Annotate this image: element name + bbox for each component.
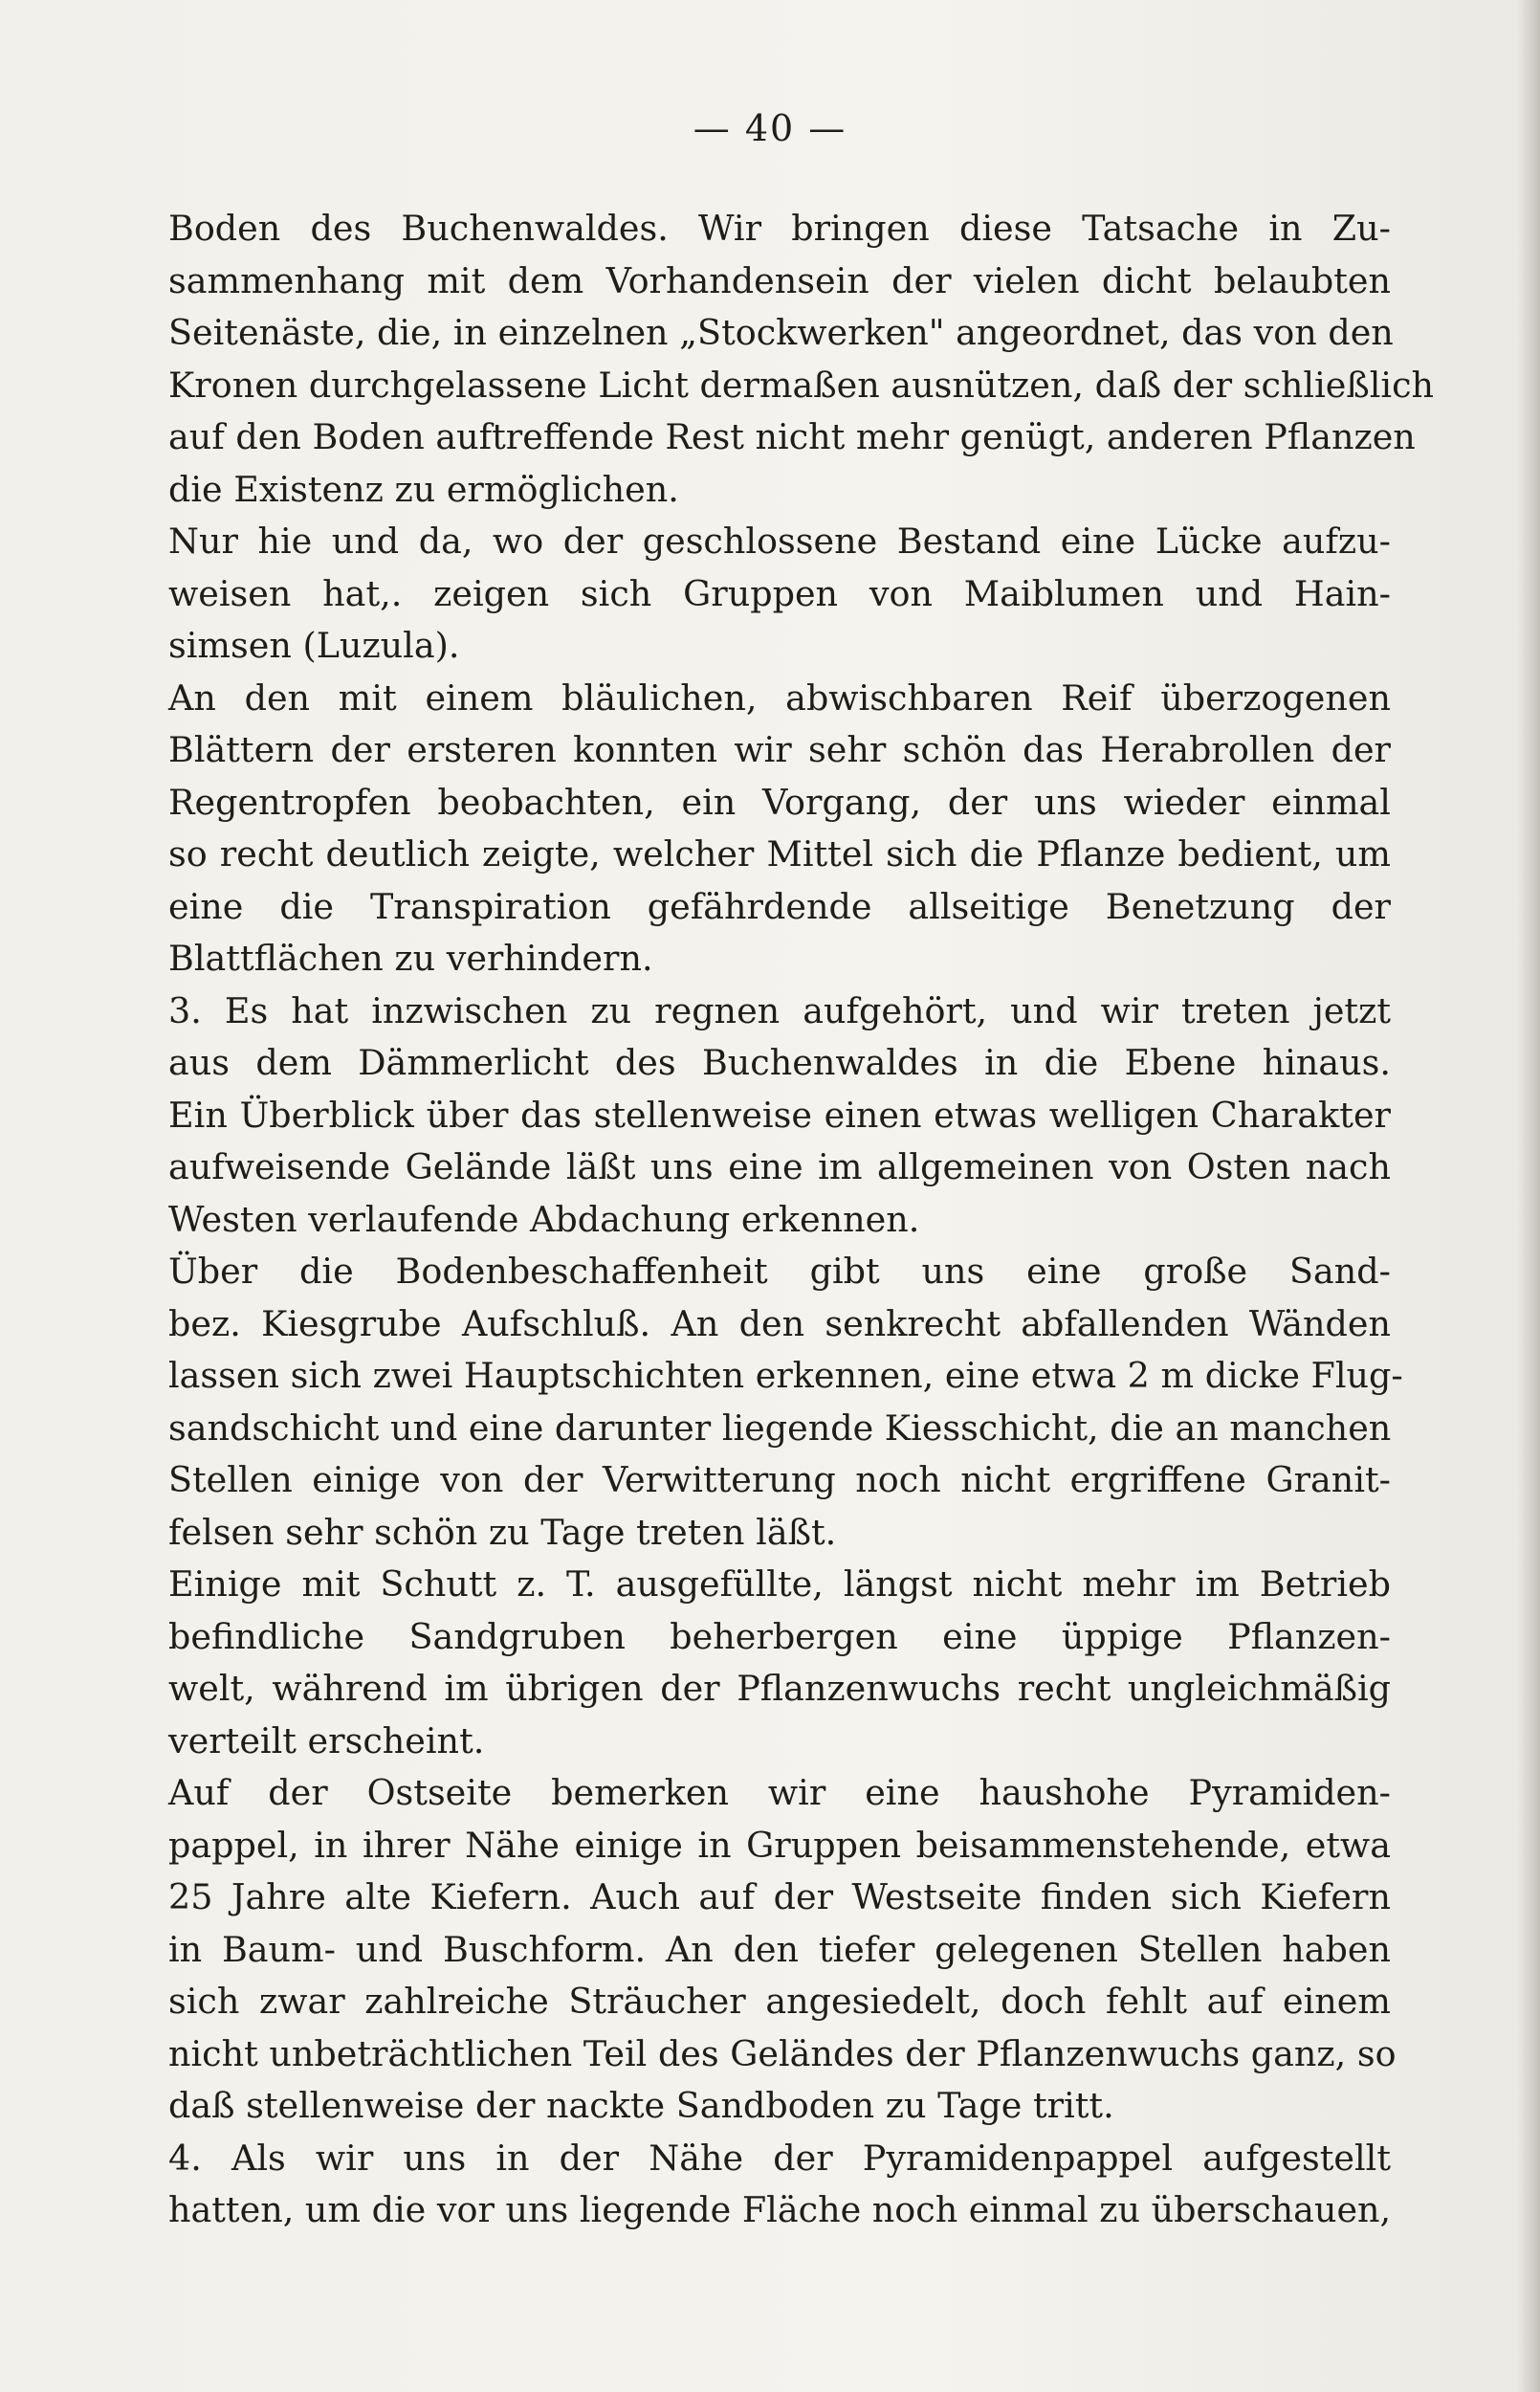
text-line: An den mit einem bläulichen, abwischbaren Reif überzogenen bbox=[168, 676, 1391, 719]
text-line: Auf der Ostseite bemerken wir eine haushohe Pyramiden- bbox=[168, 1772, 1391, 1813]
text-line: felsen sehr schön zu Tage treten läßt. bbox=[168, 1511, 837, 1553]
text-line: eine die Transpiration gefährdende allseitige Benetzung der bbox=[168, 885, 1391, 927]
text-line: 3. Es hat inzwischen zu regnen aufgehört, und wir treten jetzt bbox=[168, 989, 1391, 1031]
text-line: Über die Bodenbeschaffenheit gibt uns eine große Sand- bbox=[168, 1251, 1391, 1292]
text-line: Seitenäste, die, in einzelnen „Stockwerken" angeordnet, das von den bbox=[168, 312, 1394, 353]
text-line: bez. Kiesgrube Aufschluß. An den senkrecht abfallenden Wänden bbox=[168, 1302, 1391, 1344]
text-line: aufweisende Gelände läßt uns eine im allgemeinen von Osten nach bbox=[168, 1146, 1391, 1187]
body-text bbox=[168, 203, 1435, 2237]
text-line: simsen (Luzula). bbox=[168, 625, 460, 666]
text-line: verteilt erscheint. bbox=[168, 1719, 485, 1761]
text-line: welt, während im übrigen der Pflanzenwuchs recht ungleichmäßig bbox=[168, 1668, 1391, 1709]
text-line: weisen hat,. zeigen sich Gruppen von Maiblumen und Hain- bbox=[168, 572, 1391, 614]
text-line: daß stellenweise der nackte Sandboden zu Tage tritt. bbox=[168, 2085, 1114, 2126]
text-line: Nur hie und da, wo der geschlossene Bestand eine Lücke aufzu- bbox=[168, 520, 1391, 562]
text-line: in Baum- und Buschform. An den tiefer gelegenen Stellen haben bbox=[168, 1928, 1391, 1970]
text-line: Westen verlaufende Abdachung erkennen. bbox=[168, 1198, 920, 1240]
text-line: befindliche Sandgruben beherbergen eine üppige Pflanzen- bbox=[168, 1615, 1391, 1657]
text-line: Stellen einige von der Verwitterung noch nicht ergriffene Granit- bbox=[168, 1459, 1391, 1500]
text-line: sich zwar zahlreiche Sträucher angesiedelt, doch fehlt auf einem bbox=[168, 1981, 1391, 2022]
text-line: sammenhang mit dem Vorhandensein der vielen dicht belaubten bbox=[168, 259, 1391, 301]
text-line: Kronen durchgelassene Licht dermaßen ausnützen, daß der schließlich bbox=[168, 364, 1435, 406]
text-line: Boden des Buchenwaldes. Wir bringen diese Tatsache in Zu- bbox=[168, 208, 1391, 249]
text-line: Blättern der ersteren konnten wir sehr schön das Herabrollen der bbox=[168, 729, 1391, 770]
text-line: hatten, um die vor uns liegende Fläche noch einmal zu überschauen, bbox=[168, 2189, 1392, 2230]
text-line: 4. Als wir uns in der Nähe der Pyramidenpappel aufgestellt bbox=[168, 2137, 1391, 2179]
page-edge-shadow bbox=[1517, 0, 1540, 2392]
text-line: auf den Boden auftreffende Rest nicht mehr genügt, anderen Pflanzen bbox=[168, 416, 1416, 457]
text-line: Blattflächen zu verhindern. bbox=[168, 938, 653, 979]
text-line: aus dem Dämmerlicht des Buchenwaldes in die Ebene hinaus. bbox=[168, 1042, 1391, 1083]
page-number: — 40 — bbox=[693, 107, 847, 149]
text-line: Regentropfen beobachten, ein Vorgang, der uns wieder einmal bbox=[168, 781, 1391, 823]
text-line: sandschicht und eine darunter liegende Kiesschicht, die an manchen bbox=[168, 1406, 1392, 1449]
text-line: pappel, in ihrer Nähe einige in Gruppen beisammenstehende, etwa bbox=[168, 1824, 1391, 1866]
text-line: 25 Jahre alte Kiefern. Auch auf der Westseite finden sich Kiefern bbox=[168, 1876, 1391, 1917]
text-line: nicht unbeträchtlichen Teil des Geländes der Pflanzenwuchs ganz, so bbox=[168, 2032, 1397, 2074]
text-line: Einige mit Schutt z. T. ausgefüllte, längst nicht mehr im Betrieb bbox=[168, 1563, 1391, 1605]
text-line: die Existenz zu ermöglichen. bbox=[168, 468, 679, 510]
text-line: lassen sich zwei Hauptschichten erkennen, eine etwa 2 m dicke Flug- bbox=[168, 1355, 1403, 1396]
text-line: so recht deutlich zeigte, welcher Mittel sich die Pflanze bedient, um bbox=[168, 833, 1391, 875]
text-line: Ein Überblick über das stellenweise einen etwas welligen Charakter bbox=[168, 1094, 1391, 1136]
